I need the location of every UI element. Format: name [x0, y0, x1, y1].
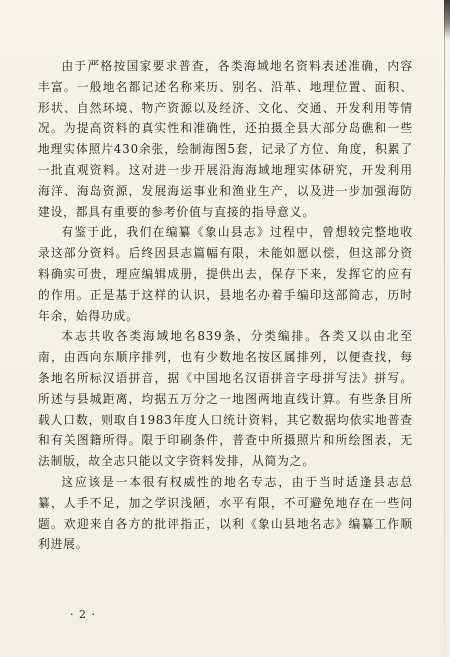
paragraph-acknowledgement: 这应该是一本很有权威性的地名专志，由于当时适逢县志总纂，人手不足，加之学识浅陋，水平有限，不可避免地存在一些问题。欢迎来自各方的批评指正，以利《象山县地名志》编纂工作顺利进展。 [38, 474, 413, 552]
body-text [38, 56, 413, 555]
paragraph-contents-arrangement: 本志共收各类海域地名839条，分类编排。各类又以由北至南，由西向东顺序排列，也有少数地名按区属排列，以便查找，每条地名所标汉语拼音，据《中国地名汉语拼音字母拼写法》拼写。所述与县城距离，均据五万分之一地图两地直线计算。有些条目所载人口数，则取自1983年度人口统计资料，其它数据均依实地普查和有关图籍所得。限于印刷条件，普查中所摄照片和所绘图表，无法制版，故全志只能以文字资料发排，从简为之。 [38, 329, 413, 469]
scan-edge-line [444, 0, 445, 657]
page-number: · 2 · [70, 608, 96, 621]
paragraph-survey-materials: 由于严格按国家要求普查，各类海域地名资料表述准确，内容丰富。一般地名都记述名称来历、别名、沿革、地理位置、面积、形状、自然环境、物产资源以及经济、文化、交通、开发利用等情况。为提高资料的真实性和准确性，还拍摄全县大部分岛礁和一些地理实体照片430余张，绘制海图5套，记录了方位、角度，积累了一批直观资料。这对进一步开展沿海海域地理实体研究，开发利用海洋、海岛资源，发展海运事业和渔业生产，以及进一步加强海防建设，都具有重要的参考价值与直接的指导意义。 [38, 59, 413, 219]
paragraph-compilation-reason: 有鉴于此，我们在编纂《象山县志》过程中，曾想较完整地收录这部分资料。后终因县志篇幅有限，未能如愿以偿，但这部分资料确实可贵，理应编辑成册，提供出去，保存下来，发挥它的应有的作用。正是基于这样的认识，县地名办着手编印这部简志，历时年余，始得功成。 [38, 225, 413, 323]
